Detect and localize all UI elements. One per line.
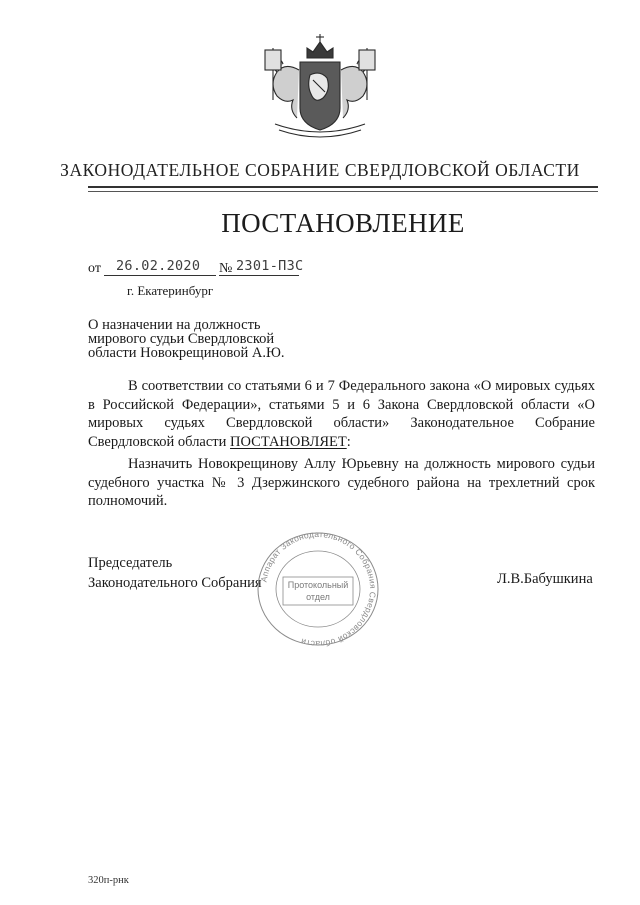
decree-word: ПОСТАНОВЛЯЕТ — [230, 433, 347, 450]
header-divider-thick — [88, 186, 598, 188]
stamp-inner-line1: Протокольный — [287, 580, 349, 590]
document-type-title: ПОСТАНОВЛЕНИЕ — [221, 208, 465, 238]
document-number: 2301-ПЗС — [236, 258, 304, 274]
body-paragraph-basis: В соответствии со статьями 6 и 7 Федерального закона «О мировых судьях в Российской Федерации», статьями 5 и 6 Закона Свердловской области «О мировых судьях Свердловской области» Законодательное Собрание Свердловской области ПОСТАНОВЛЯЕТ: — [88, 378, 595, 450]
number-label: № — [219, 261, 233, 276]
document-date: 26.02.2020 — [116, 258, 201, 274]
subject-line: мирового судьи Свердловской — [88, 331, 275, 348]
official-stamp-icon — [253, 529, 383, 649]
footer-code: 320п-рнк — [88, 875, 129, 886]
signatory-name: Л.В.Бабушкина — [497, 571, 593, 587]
number-underline — [219, 275, 299, 276]
signatory-title: Председатель Законодательного Собрания — [88, 555, 262, 591]
coat-of-arms-emblem-icon — [255, 30, 385, 142]
stamp-inner-line2: отдел — [306, 592, 330, 602]
subject-line: О назначении на должность — [88, 317, 261, 333]
subject-line: области Новокрещиновой А.Ю. — [88, 345, 285, 362]
body-paragraph-appointment: Назначить Новокрещинову Аллу Юрьевну на должность мирового судьи судебного участка № 3 Дзержинского судебного района на трехлетний срок полномочий. — [88, 456, 595, 510]
date-underline — [104, 275, 216, 276]
date-from-label: от — [88, 261, 101, 276]
city-label: г. Екатеринбург — [127, 283, 214, 298]
document-subject — [88, 318, 285, 361]
header-divider-thin — [88, 191, 598, 192]
organization-name: ЗАКОНОДАТЕЛЬНОЕ СОБРАНИЕ СВЕРДЛОВСКОЙ ОБЛАСТИ — [60, 160, 580, 180]
stamp-ring-text: Аппарат Законодательного Собрания Свердловской области — [258, 529, 379, 649]
